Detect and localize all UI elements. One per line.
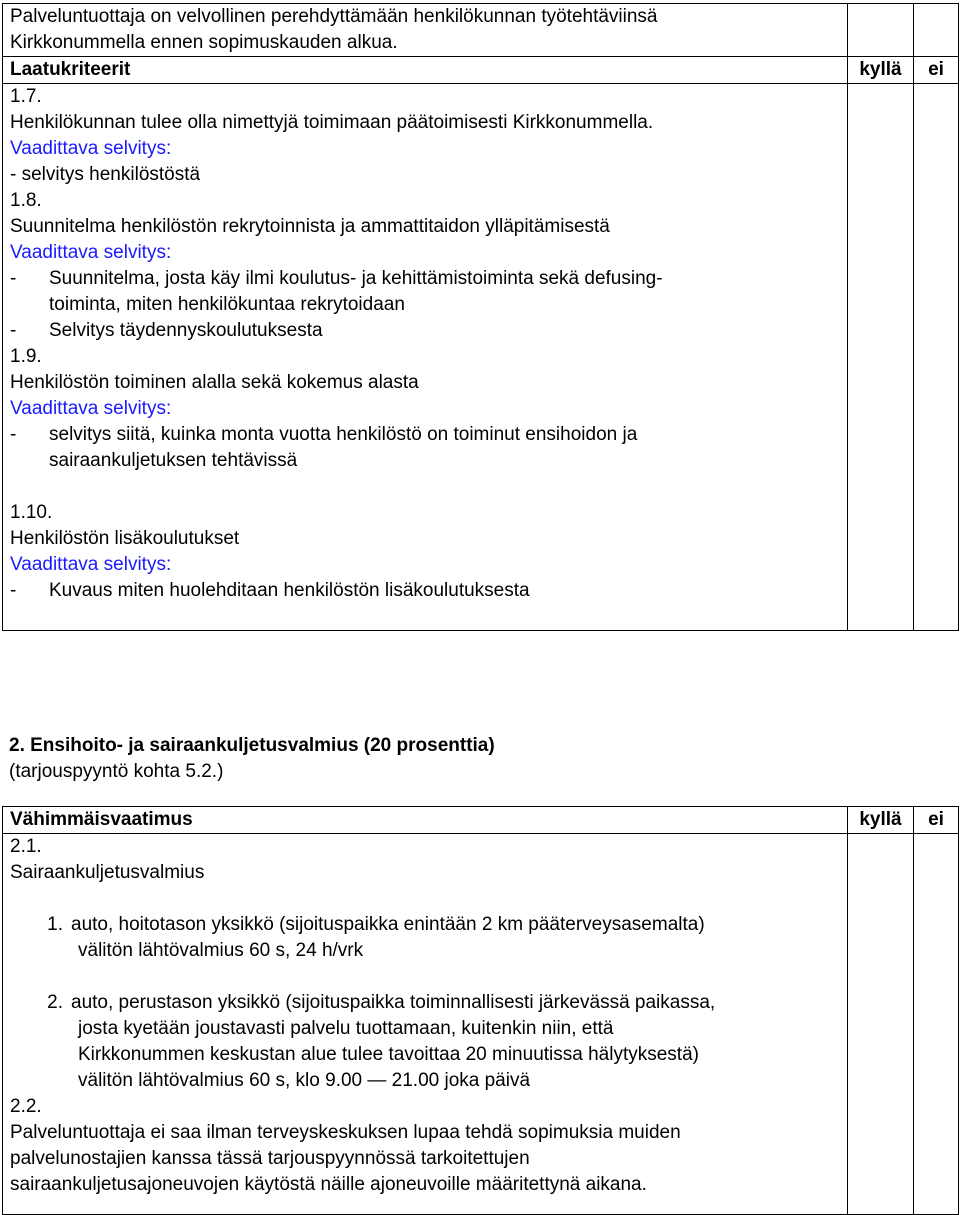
no-checkbox-cell[interactable] [914, 834, 959, 1215]
list-item-text: auto, perustason yksikkö (sijoituspaikka toiminnallisesti järkevässä paikassa, [71, 992, 716, 1013]
list-item [3, 990, 847, 1016]
section-subheading: (tarjouspyyntö kohta 5.2.) [9, 761, 224, 782]
criteria-row [3, 84, 959, 631]
requirement-cell [3, 834, 848, 1215]
no-header: ei [928, 59, 944, 80]
required-item-text: toiminta, miten henkilökuntaa rekrytoidaan [49, 294, 405, 315]
section-heading: 2. Ensihoito- ja sairaankuljetusvalmius (20 prosenttia) [9, 735, 495, 756]
required-item-text: Kuvaus miten huolehditaan henkilöstön lisäkoulutuksesta [49, 580, 530, 601]
list-item-text: auto, hoitotason yksikkö (sijoituspaikka enintään 2 km pääterveysasemalta) [71, 914, 705, 935]
criterion-number: 1.7. [10, 86, 42, 107]
bullet-dash: - [10, 424, 17, 445]
criterion-title: Suunnitelma henkilöstön rekrytoinnista ja ammattitaidon ylläpitämisestä [10, 216, 610, 237]
intro-cell [3, 4, 848, 57]
requirement-title: Sairaankuljetusvalmius [10, 862, 205, 883]
yes-header: kyllä [859, 59, 902, 80]
list-number: 1. [47, 914, 63, 935]
required-item-continued [3, 448, 847, 474]
intro-row [3, 4, 959, 57]
list-item-text: välitön lähtövalmius 60 s, klo 9.00 — 21.00 joka päivä [78, 1070, 531, 1091]
required-statement-label: Vaadittava selvitys: [10, 242, 172, 263]
criterion-title: Henkilöstön toiminen alalla sekä kokemus alasta [10, 372, 419, 393]
required-item: - selvitys henkilöstöstä [10, 164, 201, 185]
quality-criteria-table [2, 3, 959, 631]
criterion-number: 1.9. [10, 346, 42, 367]
required-item-continued [3, 292, 847, 318]
required-item-text: Selvitys täydennyskoulutuksesta [49, 320, 323, 341]
intro-yes-cell [848, 4, 914, 57]
list-item-text: josta kyetään joustavasti palvelu tuottamaan, kuitenkin niin, että [78, 1018, 614, 1039]
required-statement-label: Vaadittava selvitys: [10, 554, 172, 575]
required-item-text: selvitys siitä, kuinka monta vuotta henkilöstö on toiminut ensihoidon ja [49, 424, 638, 445]
required-item [3, 422, 847, 448]
intro-line-2: Kirkkonummella ennen sopimuskauden alkua. [10, 32, 398, 53]
required-statement-label: Vaadittava selvitys: [10, 138, 172, 159]
minimum-requirements-table [2, 806, 959, 1215]
required-item [3, 318, 847, 344]
no-checkbox-cell[interactable] [914, 84, 959, 631]
yes-checkbox-cell[interactable] [848, 834, 914, 1215]
table-header-row [3, 807, 959, 834]
required-item [3, 578, 847, 604]
criterion-title: Henkilöstön lisäkoulutukset [10, 528, 240, 549]
criterion-number: 1.8. [10, 190, 42, 211]
required-item [3, 266, 847, 292]
requirement-row [3, 834, 959, 1215]
requirement-number: 2.2. [10, 1096, 42, 1117]
table-header-row [3, 57, 959, 84]
intro-no-cell [914, 4, 959, 57]
requirement-text: palvelunostajien kanssa tässä tarjouspyynnössä tarkoitettujen [10, 1148, 530, 1169]
bullet-dash: - [10, 580, 17, 601]
yes-checkbox-cell[interactable] [848, 84, 914, 631]
criterion-title: Henkilökunnan tulee olla nimettyjä toimimaan päätoimisesti Kirkkonummella. [10, 112, 654, 133]
required-item-text: sairaankuljetuksen tehtävissä [49, 450, 298, 471]
requirement-number: 2.1. [10, 836, 42, 857]
bullet-dash: - [10, 320, 17, 341]
criteria-cell [3, 84, 848, 631]
list-item-text: välitön lähtövalmius 60 s, 24 h/vrk [78, 940, 364, 961]
intro-line-1: Palveluntuottaja on velvollinen perehdyttämään henkilökunnan työtehtäviinsä [10, 6, 658, 27]
requirement-text: sairaankuljetusajoneuvojen käytöstä näille ajoneuvoille määritettynä aikana. [10, 1174, 647, 1195]
requirement-text: Palveluntuottaja ei saa ilman terveyskeskuksen lupaa tehdä sopimuksia muiden [10, 1122, 681, 1143]
required-item-text: Suunnitelma, josta käy ilmi koulutus- ja kehittämistoiminta sekä defusing- [49, 268, 663, 289]
bullet-dash: - [10, 268, 17, 289]
list-item [3, 912, 847, 938]
requirement-header: Vähimmäisvaatimus [10, 809, 193, 830]
yes-header: kyllä [859, 809, 902, 830]
list-number: 2. [47, 992, 63, 1013]
no-header: ei [928, 809, 944, 830]
required-statement-label: Vaadittava selvitys: [10, 398, 172, 419]
criterion-number: 1.10. [10, 502, 53, 523]
criteria-header: Laatukriteerit [10, 59, 131, 80]
list-item-text: Kirkkonummen keskustan alue tulee tavoittaa 20 minuutissa hälytyksestä) [78, 1044, 699, 1065]
